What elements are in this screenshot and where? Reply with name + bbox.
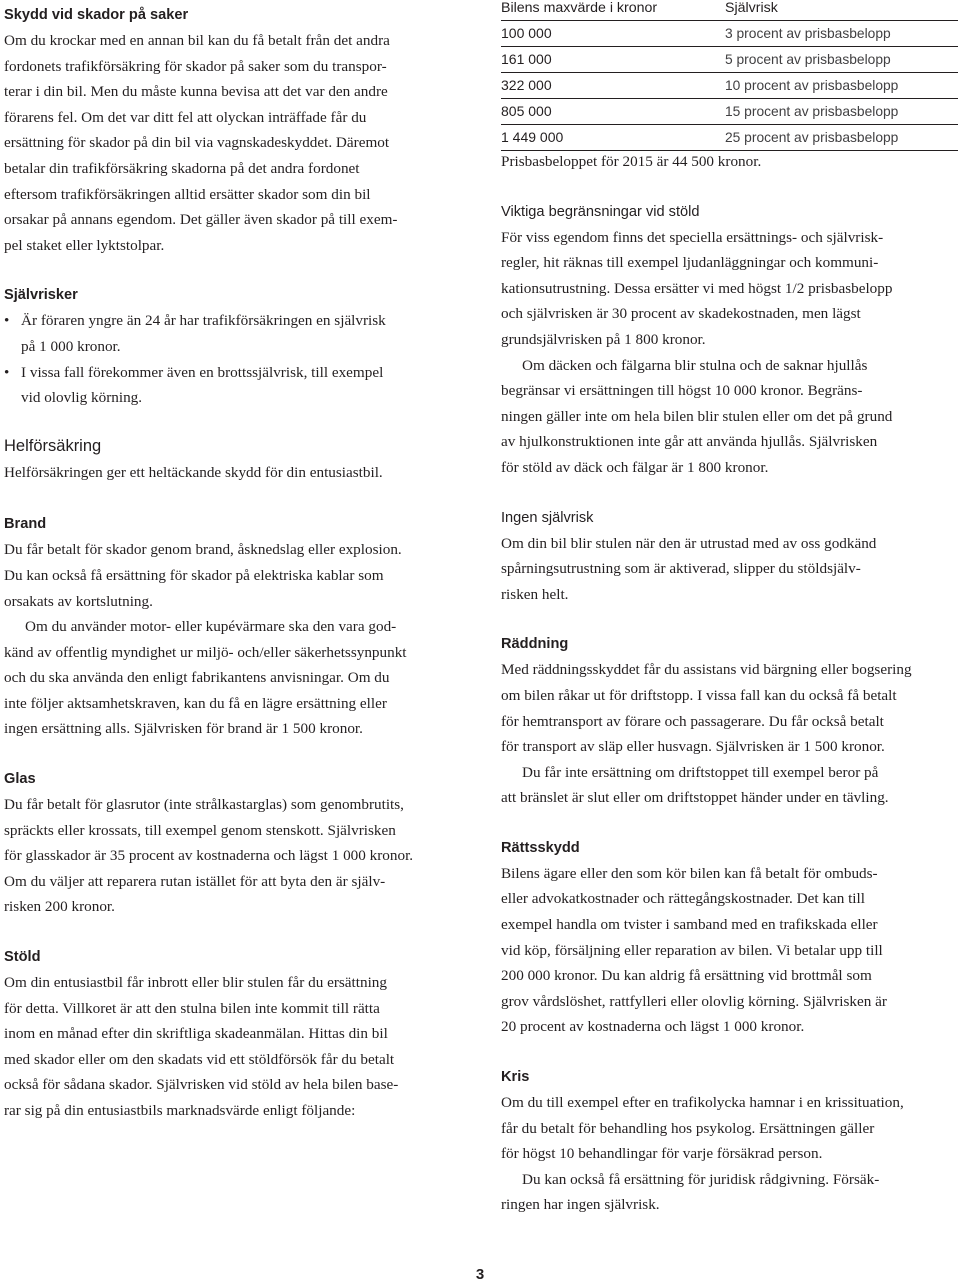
table-row: [501, 99, 958, 125]
column-header: Bilens maxvärde i kronor: [501, 0, 658, 16]
section-heading: Självrisker: [4, 287, 78, 304]
table-cell: 100 000: [501, 21, 725, 47]
section-heading: Rättsskydd: [501, 839, 580, 856]
table-cell: 161 000: [501, 47, 725, 73]
section-heading: Kris: [501, 1069, 530, 1086]
table-row: [501, 125, 958, 151]
section-rattsskydd: [501, 836, 958, 1040]
section-heading: Ingen självrisk: [501, 509, 594, 526]
table-cell: 15 procent av prisbasbelopp: [725, 99, 958, 125]
paragraph: Du får betalt för glasrutor (inte strålkastarglas) som genombrutits, spräckts eller krossats, till exempel genom stenskott. Självrisken för glasskador är 35 procent av kostnaderna och lägst 1 000 kronor. Om du väljer att reparera rutan istället för att byta den är själv- risken 200 kronor.: [4, 796, 414, 916]
paragraph: Bilens ägare eller den som kör bilen kan få betalt för ombuds- eller advokatkostnader och rättegångskostnader. Det kan till exempel handla om tvister i samband med en trafikskada eller vid köp, försäljning eller reparation av bilen. Vi betalar upp till 200 000 kronor. Du kan aldrig få ersättning vid brottmål som grov vårdslöshet, rattfylleri eller olovlig körning. Självrisken är 20 procent av kostnaderna och lägst 1 000 kronor.: [501, 864, 887, 1036]
paragraph: Du kan också få ersättning för juridisk rådgivning. Försäk- ringen har ingen självrisk.: [501, 1170, 880, 1214]
paragraph: Om däcken och fälgarna blir stulna och de saknar hjullås begränsar vi ersättningen till högst 10 000 kronor. Begräns- ningen gäller inte om hela bilen blir stulen eller om det på grund av hjulkonstruktionen inte går att använda hjullås. Självrisken för stöld av däck och fälgar är 1 800 kronor.: [501, 356, 893, 476]
paragraph: Om din bil blir stulen när den är utrustad med av oss godkänd spårningsutrustning som är aktiverad, slipper du stöldsjälv- risken helt.: [501, 534, 877, 603]
section-glas: [4, 767, 460, 920]
section-heading: Helförsäkring: [4, 436, 102, 455]
section-sjalvrisker: [4, 283, 460, 410]
bullet-icon: •: [4, 312, 10, 330]
column-header: Självrisk: [725, 0, 778, 16]
bullet-list: [4, 308, 460, 410]
page-number: 3: [475, 1266, 485, 1283]
deductible-table: [501, 0, 958, 151]
section-heading: Skydd vid skador på saker: [4, 7, 189, 23]
section-heading: Brand: [4, 516, 47, 533]
table-row: [501, 47, 958, 73]
section-ingen-sjalvrisk: [501, 506, 958, 608]
section-stold: [4, 945, 460, 1124]
section-viktiga-begransningar: [501, 200, 958, 481]
paragraph: För viss egendom finns det speciella ersättnings- och självrisk- regler, hit räknas till exempel ljudanläggningar och kommuni- kationsutrustning. Dessa ersätter vi med högst 1/2 prisbasbelopp och självrisken är 30 procent av skadekostnaden, men lägst grundsjälvrisken på 1 800 kronor.: [501, 228, 893, 348]
table-cell: 10 procent av prisbasbelopp: [725, 73, 958, 99]
table-row: [501, 21, 958, 47]
paragraph: Om din entusiastbil får inbrott eller blir stulen får du ersättning för detta. Villkoret är att den stulna bilen inte kommit till rätta inom en månad efter din skriftliga skadeanmälan. Hittas din bil med skador eller om den skadats vid ett stöldförsök får du betalt också för sådana skador. Självrisken vid stöld av hela bilen base- rar sig på din entusiastbils marknadsvärde enligt följande:: [4, 974, 399, 1119]
paragraph: Du får inte ersättning om driftstoppet till exempel beror på att bränslet är slut eller om driftstoppet händer under en tävling.: [501, 763, 889, 807]
paragraph: Du får betalt för skador genom brand, åsknedslag eller explosion. Du kan också få ersättning för skador på elektriska kablar som orsakats av kortslutning.: [4, 541, 402, 610]
paragraph: Om du krockar med en annan bil kan du få betalt från det andra fordonets trafikförsäkring för skador på saker som du transpor- terar i din bil. Men du måste kunna bevisa att det var den andre förarens fel. Om det var ditt fel att olyckan inträffade får du ersättning för skador på din bil via vagnskadeskyddet. Däremot betalar din trafikförsäkring skadorna på det andra fordonet eftersom trafikförsäkringen alltid ersätter skador som din bil orsakar på annans egendom. Det gäller även skador på till exem- pel staket eller lyktstolpar.: [4, 32, 398, 254]
table-cell: 5 procent av prisbasbelopp: [725, 47, 958, 73]
table-cell: 25 procent av prisbasbelopp: [725, 125, 958, 151]
section-heading: Viktiga begränsningar vid stöld: [501, 203, 700, 220]
bullet-icon: •: [4, 363, 10, 381]
paragraph: Om du använder motor- eller kupévärmare ska den vara god- känd av offentlig myndighet ur miljö- och/eller säkerhetssynpunkt och du ska använda den enligt fabrikantens anvisningar. Om du inte följer aktsamhetskraven, kan du få en lägre ersättning eller ingen ersättning alls. Självrisken för brand är 1 500 kronor.: [4, 618, 407, 738]
section-heading: Räddning: [501, 636, 569, 653]
paragraph: Om du till exempel efter en trafikolycka hamnar i en krissituation, får du betalt för behandling hos psykolog. Ersättningen gäller för högst 10 behandlingar för varje försäkrad person.: [501, 1094, 904, 1163]
right-column: [501, 0, 958, 1218]
paragraph: Med räddningsskyddet får du assistans vid bärgning eller bogsering om bilen råkar ut för driftstopp. I vissa fall kan du också få betalt för hemtransport av förare och passagerare. Du får också betalt för transport av släp eller husvagn. Självrisken är 1 500 kronor.: [501, 661, 912, 756]
section-raddning: [501, 632, 958, 811]
table-cell: 805 000: [501, 99, 725, 125]
table-row: [501, 73, 958, 99]
section-heading: Stöld: [4, 949, 41, 966]
paragraph: Helförsäkringen ger ett heltäckande skydd för din entusiastbil.: [4, 463, 383, 481]
table-header-row: [501, 0, 958, 21]
section-helforsakring: [4, 433, 460, 486]
left-column: [4, 3, 460, 1124]
table-cell: 3 procent av prisbasbelopp: [725, 21, 958, 47]
list-item: • I vissa fall förekommer även en brottssjälvrisk, till exempel vid olovlig körning.: [4, 360, 460, 411]
table-cell: 1 449 000: [501, 125, 725, 151]
section-skydd-vid-skador: [4, 3, 460, 258]
section-brand: [4, 512, 460, 742]
table-note: Prisbasbeloppet för 2015 är 44 500 kronor.: [501, 153, 762, 170]
section-heading: Glas: [4, 771, 36, 788]
section-kris: [501, 1065, 958, 1218]
list-item: • Är föraren yngre än 24 år har trafikförsäkringen en självrisk på 1 000 kronor.: [4, 308, 460, 359]
table-cell: 322 000: [501, 73, 725, 99]
